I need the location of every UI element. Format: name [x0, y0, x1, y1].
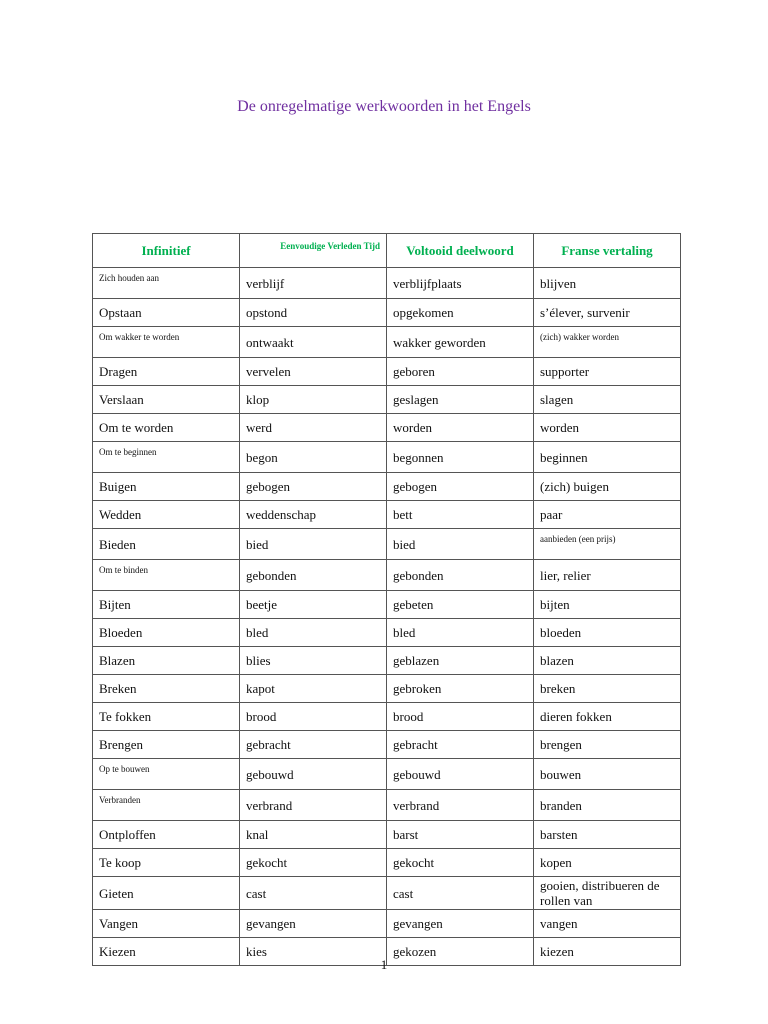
header-past-participle: Voltooid deelwoord	[387, 234, 534, 268]
cell-past-participle: bled	[387, 619, 534, 647]
cell-french-translation: paar	[534, 501, 681, 529]
table-row	[93, 386, 681, 414]
table-row	[93, 442, 681, 473]
cell-french-translation: supporter	[534, 358, 681, 386]
cell-french-translation: blazen	[534, 647, 681, 675]
cell-past-participle: gebonden	[387, 560, 534, 591]
cell-infinitive: Bieden	[93, 529, 240, 560]
cell-simple-past: opstond	[240, 299, 387, 327]
cell-french-translation: barsten	[534, 821, 681, 849]
cell-simple-past: gekocht	[240, 849, 387, 877]
table-row	[93, 414, 681, 442]
table-row	[93, 299, 681, 327]
cell-french-translation: breken	[534, 675, 681, 703]
cell-simple-past: kapot	[240, 675, 387, 703]
table-row	[93, 358, 681, 386]
cell-past-participle: gebracht	[387, 731, 534, 759]
cell-simple-past: gebouwd	[240, 759, 387, 790]
cell-french-translation: blijven	[534, 268, 681, 299]
cell-french-translation: vangen	[534, 910, 681, 938]
table-row	[93, 268, 681, 299]
table-row	[93, 675, 681, 703]
cell-simple-past: werd	[240, 414, 387, 442]
cell-french-translation: kopen	[534, 849, 681, 877]
cell-simple-past: gebonden	[240, 560, 387, 591]
table-row	[93, 731, 681, 759]
cell-french-translation: (zich) wakker worden	[534, 327, 681, 358]
cell-past-participle: gevangen	[387, 910, 534, 938]
cell-infinitive: Blazen	[93, 647, 240, 675]
table-row	[93, 647, 681, 675]
cell-past-participle: brood	[387, 703, 534, 731]
cell-french-translation: bloeden	[534, 619, 681, 647]
cell-infinitive: Op te bouwen	[93, 759, 240, 790]
table-row	[93, 501, 681, 529]
cell-french-translation: s’élever, survenir	[534, 299, 681, 327]
cell-simple-past: vervelen	[240, 358, 387, 386]
cell-simple-past: bied	[240, 529, 387, 560]
cell-infinitive: Om te binden	[93, 560, 240, 591]
cell-past-participle: gebouwd	[387, 759, 534, 790]
cell-french-translation: gooien, distribueren de rollen van	[534, 877, 681, 910]
cell-past-participle: verblijfplaats	[387, 268, 534, 299]
cell-french-translation: bouwen	[534, 759, 681, 790]
cell-simple-past: klop	[240, 386, 387, 414]
cell-infinitive: Gieten	[93, 877, 240, 910]
table-row	[93, 821, 681, 849]
table-header-row	[93, 234, 681, 268]
cell-simple-past: bled	[240, 619, 387, 647]
cell-past-participle: gebogen	[387, 473, 534, 501]
header-infinitive: Infinitief	[93, 234, 240, 268]
cell-simple-past: knal	[240, 821, 387, 849]
cell-simple-past: kies	[240, 938, 387, 966]
cell-french-translation: branden	[534, 790, 681, 821]
cell-infinitive: Om te worden	[93, 414, 240, 442]
cell-simple-past: beetje	[240, 591, 387, 619]
cell-past-participle: gebeten	[387, 591, 534, 619]
table-row	[93, 560, 681, 591]
cell-infinitive: Breken	[93, 675, 240, 703]
cell-simple-past: begon	[240, 442, 387, 473]
cell-past-participle: begonnen	[387, 442, 534, 473]
cell-french-translation: brengen	[534, 731, 681, 759]
cell-simple-past: brood	[240, 703, 387, 731]
cell-simple-past: gebogen	[240, 473, 387, 501]
cell-infinitive: Verbranden	[93, 790, 240, 821]
cell-french-translation: slagen	[534, 386, 681, 414]
cell-simple-past: weddenschap	[240, 501, 387, 529]
header-french-translation: Franse vertaling	[534, 234, 681, 268]
table-row	[93, 591, 681, 619]
table-row	[93, 473, 681, 501]
cell-french-translation: beginnen	[534, 442, 681, 473]
irregular-verbs-table	[92, 233, 681, 966]
table-row	[93, 790, 681, 821]
table-row	[93, 619, 681, 647]
cell-simple-past: cast	[240, 877, 387, 910]
table-row	[93, 327, 681, 358]
cell-past-participle: wakker geworden	[387, 327, 534, 358]
cell-french-translation: aanbieden (een prijs)	[534, 529, 681, 560]
cell-past-participle: opgekomen	[387, 299, 534, 327]
cell-simple-past: gebracht	[240, 731, 387, 759]
cell-french-translation: bijten	[534, 591, 681, 619]
table-row	[93, 910, 681, 938]
cell-infinitive: Bijten	[93, 591, 240, 619]
cell-past-participle: gebroken	[387, 675, 534, 703]
cell-past-participle: geblazen	[387, 647, 534, 675]
cell-infinitive: Brengen	[93, 731, 240, 759]
cell-past-participle: gekozen	[387, 938, 534, 966]
cell-infinitive: Wedden	[93, 501, 240, 529]
cell-simple-past: blies	[240, 647, 387, 675]
cell-infinitive: Om te beginnen	[93, 442, 240, 473]
cell-infinitive: Om wakker te worden	[93, 327, 240, 358]
cell-past-participle: bett	[387, 501, 534, 529]
cell-past-participle: cast	[387, 877, 534, 910]
cell-infinitive: Buigen	[93, 473, 240, 501]
cell-french-translation: lier, relier	[534, 560, 681, 591]
cell-infinitive: Zich houden aan	[93, 268, 240, 299]
cell-french-translation: kiezen	[534, 938, 681, 966]
cell-past-participle: geboren	[387, 358, 534, 386]
cell-infinitive: Kiezen	[93, 938, 240, 966]
cell-french-translation: worden	[534, 414, 681, 442]
table-row	[93, 849, 681, 877]
cell-past-participle: bied	[387, 529, 534, 560]
table-row	[93, 529, 681, 560]
cell-past-participle: verbrand	[387, 790, 534, 821]
document-title: De onregelmatige werkwoorden in het Engels	[237, 98, 531, 115]
cell-past-participle: worden	[387, 414, 534, 442]
cell-infinitive: Verslaan	[93, 386, 240, 414]
cell-simple-past: ontwaakt	[240, 327, 387, 358]
table-row	[93, 759, 681, 790]
cell-french-translation: (zich) buigen	[534, 473, 681, 501]
cell-simple-past: gevangen	[240, 910, 387, 938]
table-row	[93, 877, 681, 910]
cell-simple-past: verbrand	[240, 790, 387, 821]
cell-infinitive: Te koop	[93, 849, 240, 877]
header-simple-past: Eenvoudige Verleden Tijd	[240, 234, 387, 268]
cell-past-participle: geslagen	[387, 386, 534, 414]
cell-infinitive: Bloeden	[93, 619, 240, 647]
cell-infinitive: Vangen	[93, 910, 240, 938]
cell-french-translation: dieren fokken	[534, 703, 681, 731]
cell-infinitive: Te fokken	[93, 703, 240, 731]
cell-past-participle: barst	[387, 821, 534, 849]
cell-infinitive: Dragen	[93, 358, 240, 386]
cell-simple-past: verblijf	[240, 268, 387, 299]
cell-infinitive: Ontploffen	[93, 821, 240, 849]
table-body	[93, 268, 681, 966]
page-number: 1	[380, 957, 388, 972]
table-row	[93, 703, 681, 731]
cell-past-participle: gekocht	[387, 849, 534, 877]
cell-infinitive: Opstaan	[93, 299, 240, 327]
